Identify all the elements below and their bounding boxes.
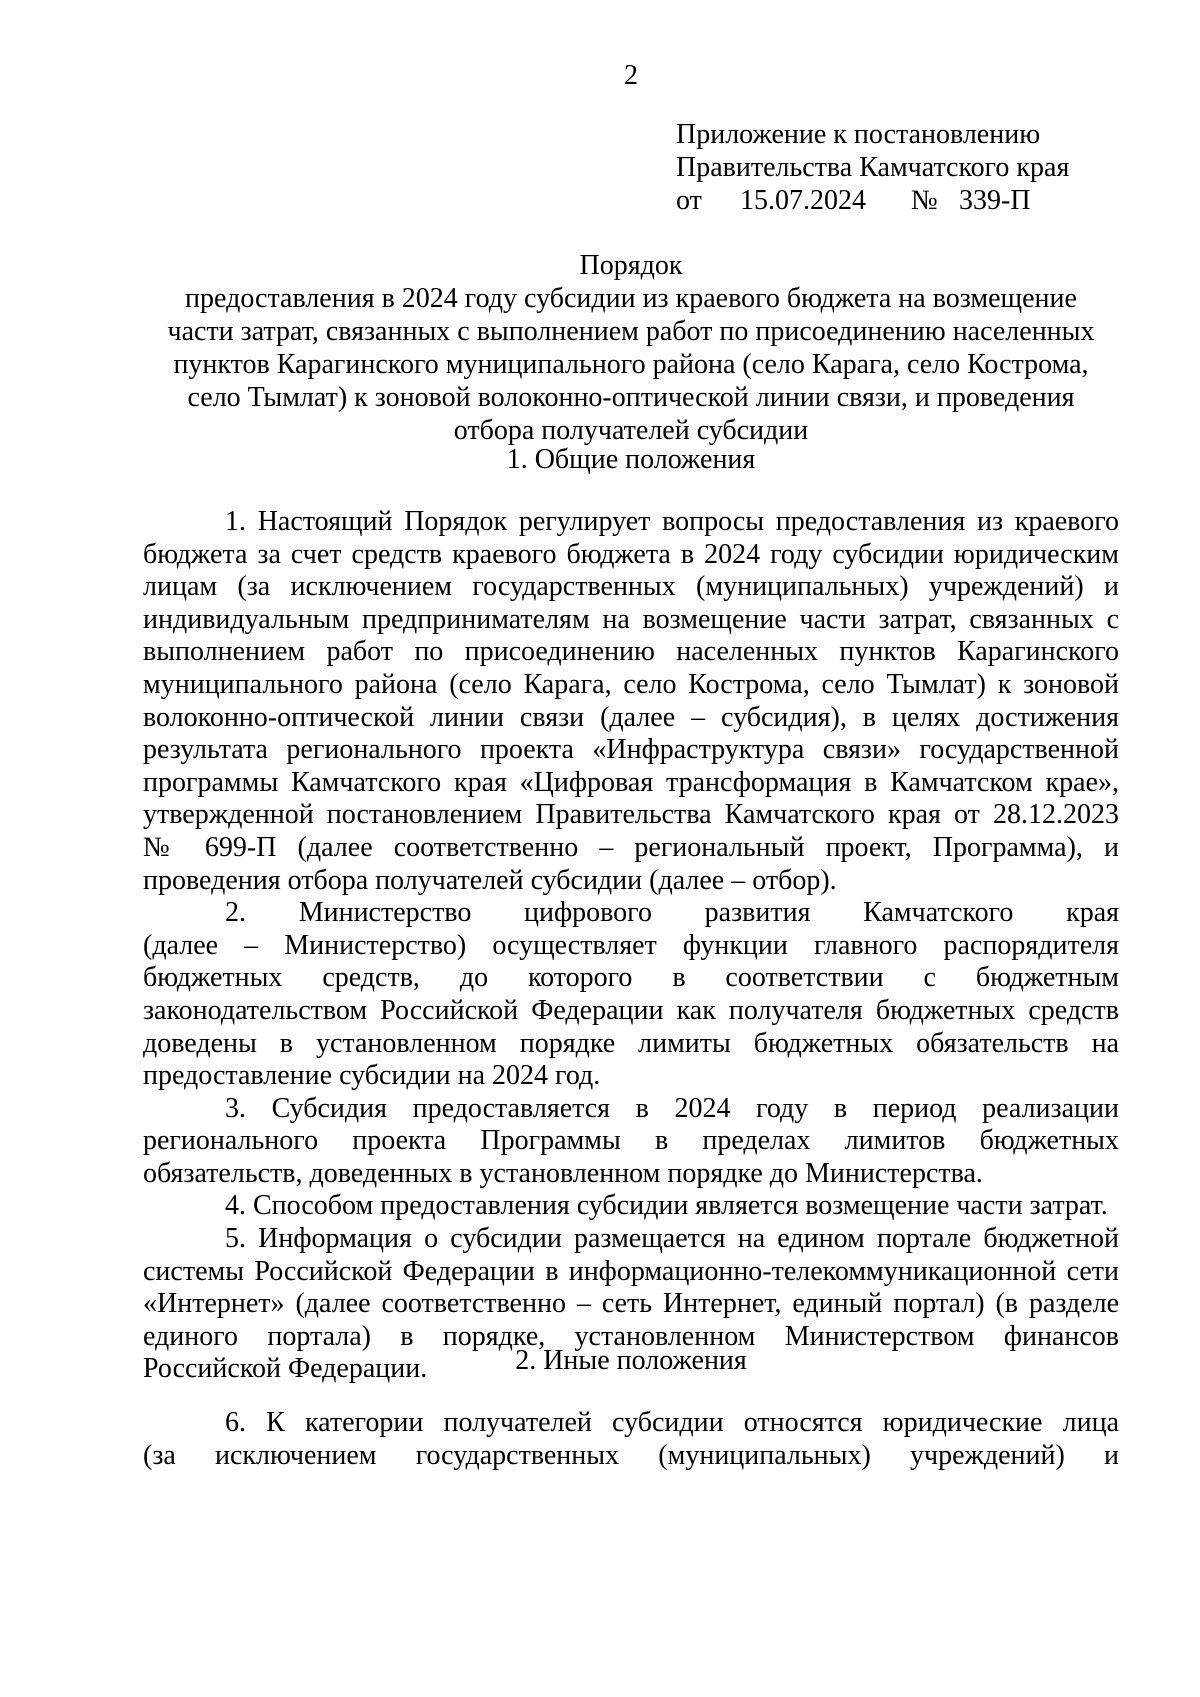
paragraph-2	[143, 897, 1119, 1093]
section-1-body	[143, 506, 1119, 1386]
paragraph-line: утвержденной постановлением Правительства Камчатского края от 28.12.2023	[143, 799, 1119, 831]
section-2-heading: 2. Иные положения	[515, 1345, 747, 1376]
paragraph-line: 6. К категории получателей субсидии относятся юридические лица	[225, 1407, 1119, 1438]
paragraph-line: проведения отбора получателей субсидии (далее – отбор).	[143, 864, 837, 896]
paragraph-line: лицам (за исключением государственных (муниципальных) учреждений) и	[143, 571, 1119, 603]
paragraph-line: системы Российской Федерации в информационно-телекоммуникационной сети	[143, 1255, 1119, 1287]
paragraph-line: единого портала) в порядке, установленном Министерством финансов	[143, 1320, 1119, 1352]
paragraph-line: индивидуальным предпринимателям на возмещение части затрат, связанных с	[143, 603, 1119, 635]
paragraph-6	[143, 1407, 1119, 1472]
appendix-date-line	[676, 184, 1069, 217]
paragraph-line: 1. Настоящий Порядок регулирует вопросы предоставления из краевого	[225, 506, 1119, 537]
paragraph-line: (за исключением государственных (муниципальных) учреждений) и	[143, 1439, 1119, 1471]
appendix-line-2: Правительства Камчатского края	[676, 152, 1070, 183]
paragraph-line: бюджетных средств, до которого в соответствии с бюджетным	[143, 962, 1119, 994]
paragraph-line: 3. Субсидия предоставляется в 2024 году в период реализации	[225, 1092, 1119, 1124]
paragraph-1	[143, 506, 1119, 897]
paragraph-line: предоставление субсидии на 2024 год.	[143, 1060, 601, 1092]
appendix-number-sign: №	[911, 185, 938, 216]
paragraph-line: законодательством Российской Федерации как получателя бюджетных средств	[143, 994, 1119, 1026]
paragraph-line: (далее – Министерство) осуществляет функции главного распорядителя	[143, 929, 1119, 961]
paragraph-line: регионального проекта Программы в пределах лимитов бюджетных	[143, 1125, 1119, 1157]
appendix-header	[676, 118, 1069, 217]
appendix-line-1: Приложение к постановлению	[676, 119, 1041, 150]
paragraph-line: программы Камчатского края «Цифровая трансформация в Камчатском крае»,	[143, 766, 1119, 798]
paragraph-line: № 699-П (далее соответственно – региональный проект, Программа), и	[143, 831, 1119, 863]
paragraph-line: 2. Министерство цифрового развития Камчатского края	[225, 897, 1119, 929]
title-line-6: отбора получателей субсидии	[453, 415, 809, 446]
paragraph-line: «Интернет» (далее соответственно – сеть Интернет, единый портал) (в разделе	[143, 1288, 1119, 1320]
title-line-3: части затрат, связанных с выполнением работ по присоединению населенных	[167, 316, 1095, 347]
title-line-2: предоставления в 2024 году субсидии из краевого бюджета на возмещение	[185, 283, 1077, 314]
title-line-1: Порядок	[579, 250, 683, 281]
paragraph-line: 4. Способом предоставления субсидии является возмещение части затрат.	[225, 1190, 1108, 1222]
document-title	[143, 249, 1119, 447]
paragraph-line: волоконно-оптической линии связи (далее – субсидия), в целях достижения	[143, 701, 1119, 733]
section-1-heading: 1. Общие положения	[506, 444, 756, 475]
page-number: 2	[624, 60, 638, 91]
paragraph-line: результата регионального проекта «Инфраструктура связи» государственной	[143, 734, 1119, 766]
paragraph-3	[143, 1093, 1119, 1191]
appendix-date: 15.07.2024	[740, 185, 866, 216]
title-line-4: пунктов Карагинского муниципального района (село Карага, село Кострома,	[173, 349, 1089, 380]
paragraph-line: бюджета за счет средств краевого бюджета в 2024 году субсидии юридическим	[143, 538, 1119, 570]
paragraph-line: обязательств, доведенных в установленном порядке до Министерства.	[143, 1157, 983, 1189]
appendix-from-label: от	[676, 185, 702, 216]
paragraph-line: муниципального района (село Карага, село Кострома, село Тымлат) к зоновой	[143, 668, 1119, 700]
section-2-body	[143, 1407, 1119, 1472]
paragraph-line: Российской Федерации.	[143, 1353, 428, 1385]
paragraph-line: 5. Информация о субсидии размещается на едином портале бюджетной	[225, 1223, 1119, 1255]
paragraph-line: выполнением работ по присоединению населенных пунктов Карагинского	[143, 636, 1119, 668]
appendix-number: 339-П	[959, 185, 1031, 216]
paragraph-4	[143, 1190, 1119, 1223]
paragraph-line: доведены в установленном порядке лимиты бюджетных обязательств на	[143, 1027, 1119, 1059]
title-line-5: село Тымлат) к зоновой волоконно-оптической линии связи, и проведения	[187, 382, 1075, 413]
